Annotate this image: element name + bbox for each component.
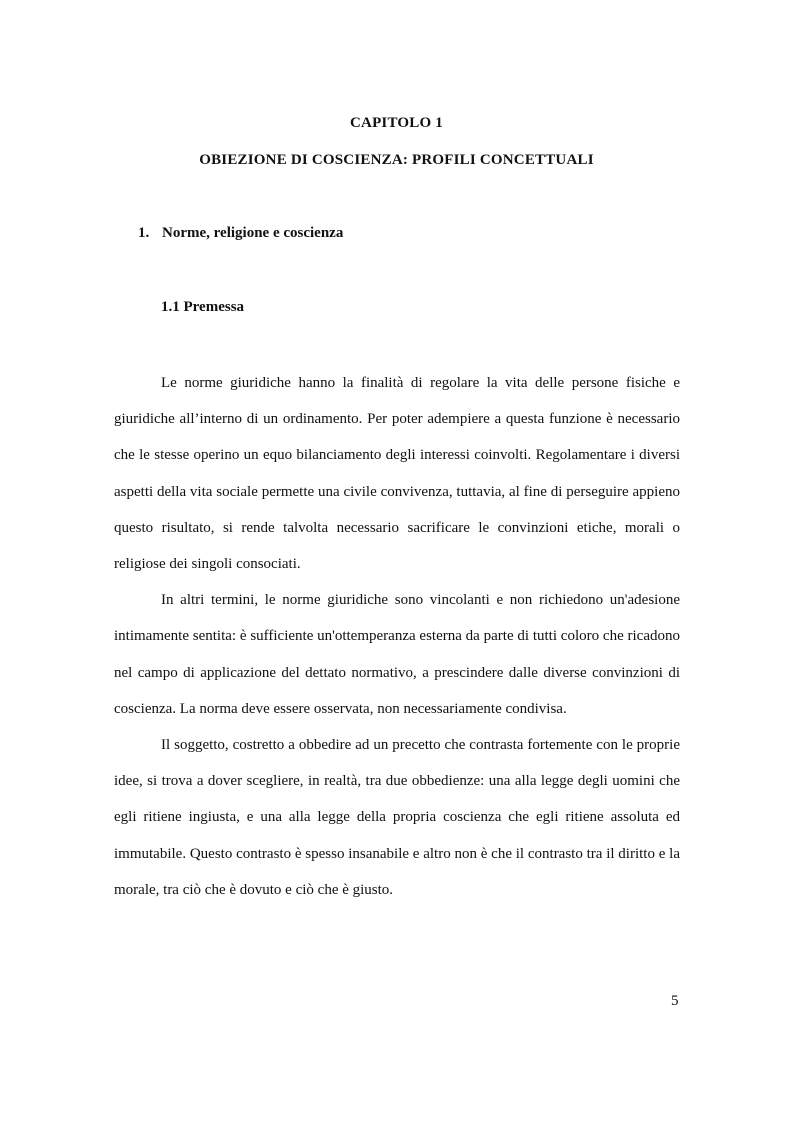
page-number: 5	[671, 993, 679, 1009]
body-text	[114, 365, 680, 908]
paragraph: Il soggetto, costretto a obbedire ad un precetto che contrasta fortemente con le proprie idee, si trova a dover scegliere, in realtà, tra due obbedienze: una alla legge degli uomini che egli ritiene ingiusta, e una alla legge della propria coscienza che egli ritiene assoluta ed immutabile. Questo contrasto è spesso insanabile e altro non è che il contrasto tra il diritto e la morale, tra ciò che è dovuto e ciò che è giusto.	[114, 737, 680, 898]
section-number: 1.	[138, 225, 150, 241]
chapter-title: OBIEZIONE DI COSCIENZA: PROFILI CONCETTUALI	[199, 152, 594, 168]
paragraph: Le norme giuridiche hanno la finalità di regolare la vita delle persone fisiche e giuridiche all’interno di un ordinamento. Per poter adempiere a questa funzione è necessario che le stesse operino un equo bilanciamento degli interessi coinvolti. Regolamentare i diversi aspetti della vita sociale permette una civile convivenza, tuttavia, al fine di perseguire appieno questo risultato, si rende talvolta necessario sacrificare le convinzioni etiche, morali o religiose dei singoli consociati.	[114, 375, 680, 573]
section-heading	[138, 225, 343, 242]
paragraph: In altri termini, le norme giuridiche sono vincolanti e non richiedono un'adesione intimamente sentita: è sufficiente un'ottemperanza esterna da parte di tutti coloro che ricadono nel campo di applicazione del dettato normativo, a prescindere dalle diverse convinzioni di coscienza. La norma deve essere osservata, non necessariamente condivisa.	[114, 592, 680, 717]
chapter-label: CAPITOLO 1	[350, 115, 443, 131]
section-title: Norme, religione e coscienza	[162, 225, 344, 241]
subsection-heading: 1.1 Premessa	[161, 299, 245, 315]
